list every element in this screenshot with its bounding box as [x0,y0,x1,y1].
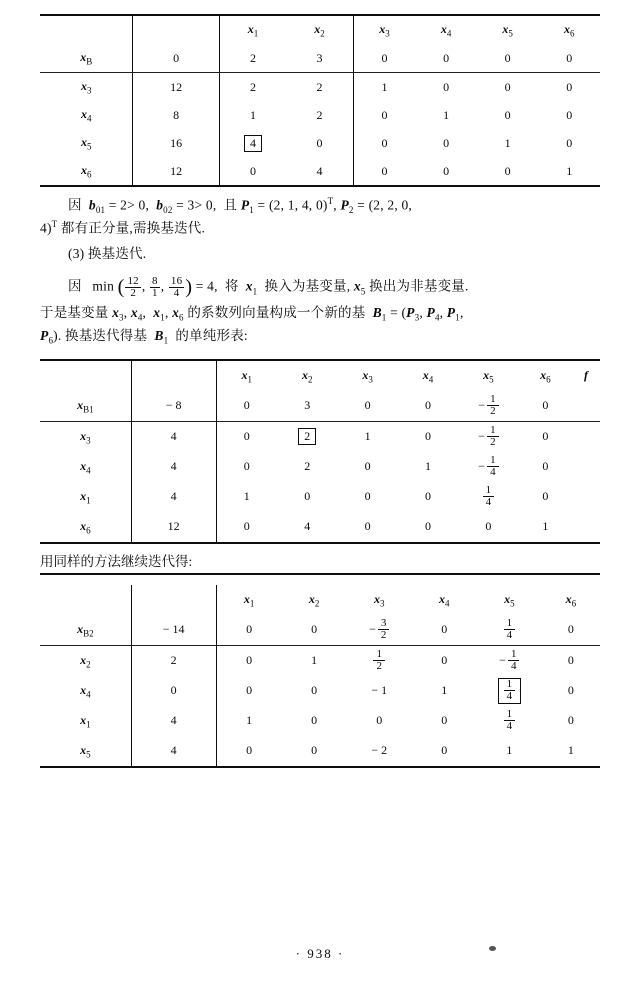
cell: 0 [504,79,511,94]
header-x5: $x_5$ [477,15,539,44]
table-row [40,706,600,736]
row-b: 12 [133,157,219,186]
header-x2: $x_2$ [286,15,353,44]
paragraph-min-ratio: 因 min ( $\frac{12}{2}$ , $\frac{8}{1}$ , $\frac{16}{4}$ ) = 4, 将 $x_1$ 换入为基变量, $x_5$ 换出为非基变量. 于是基变量 $x_3$, $x_4$, $x_1$, $x_6$ 的系数列向量构成一个新的基 $B_1 = (P_3$, $P_4$, $P_1$, $P_6$). 换基迭代得基 $B_1$ 的单纯形表: [40,274,469,346]
cell: 0 [542,429,549,444]
row-basis: $x_5$ [40,129,133,157]
header-x6: $x_6$ [538,15,600,44]
header-x5: $x_5$ [458,360,518,391]
cell [572,421,600,452]
cell: $\frac{1}{4}$ [477,615,542,646]
cell: 0 [567,713,574,728]
cell: 1 [311,653,318,668]
cell-pivot: 4 [219,129,286,157]
row-basis: $x_{B1}$ [40,391,131,422]
cell: − $\frac{1}{4}$ [458,452,518,482]
header-x5: $x_5$ [504,591,515,608]
cell: 0 [567,653,574,668]
header-x6: $x_6$ [519,360,572,391]
row-b: 4 [131,452,216,482]
table-row [40,615,600,646]
cell: 0 [337,391,397,422]
row-basis: $x_1$ [40,706,131,736]
cell: 4 [286,157,353,186]
cell: 0 [398,391,458,422]
table-header-row [40,360,600,391]
header-b [131,585,216,615]
table-row [40,129,600,157]
table-header-row [40,15,600,44]
header-x2: $x_2$ [308,591,320,608]
cell: 0 [381,107,388,122]
header-x4: $x_4$ [439,591,450,608]
table-row [40,512,600,543]
cell: 0 [246,653,253,668]
cell: 2 [286,73,353,102]
row-basis: $x_6$ [40,157,133,186]
cell: 0 [304,489,311,504]
cell: 1 [243,489,250,504]
cell: 0 [443,135,450,150]
cell [572,452,600,482]
cell: 0 [216,512,277,543]
cell: 1 [364,429,371,444]
cell: 0 [567,683,574,698]
cell: 1 [425,459,432,474]
header-basis [40,360,131,391]
cell: 0 [282,615,347,646]
row-b: 0 [133,44,219,73]
row-b: 4 [131,482,216,512]
cell: 1 [504,135,511,150]
table-row [40,676,600,706]
cell: 0 [311,683,318,698]
table-third-simplex [40,585,600,768]
row-basis: $x_5$ [40,736,131,767]
cell: 0 [441,653,448,668]
cell: 2 [286,101,353,129]
cell: 1 [381,79,388,94]
cell: 1 [250,107,257,122]
row-b: 16 [133,129,219,157]
cell: 0 [566,135,573,150]
cell: 0 [337,512,397,543]
cell: 0 [425,429,432,444]
row-b: 12 [133,73,219,102]
cell [572,482,600,512]
cell: − $\frac{3}{2}$ [347,615,412,646]
cell: 1 [443,107,450,122]
table-second-simplex [40,359,600,544]
header-x3: $x_3$ [373,591,385,608]
scan-artifact [489,946,496,951]
cell: 0 [566,79,573,94]
cell: 0 [443,79,450,94]
row-basis: $x_3$ [40,421,131,452]
paragraph-condition: 因 $b_{01} = 2> 0$, $b_{02} = 3> 0$, 且 $P_1 = (2$, 1, 4, 0)$^T$, $P_2 = (2$, 2, 0, 4)$^T$ 都有正分量,需换基迭代. [40,196,412,236]
cell: 1 [538,157,600,186]
row-b: 4 [131,706,216,736]
table-initial-simplex [40,14,600,187]
row-basis: $x_3$ [40,73,133,102]
cell: 0 [246,683,253,698]
cell: 1 [246,713,253,728]
table-row [40,157,600,186]
table-row [40,452,600,482]
cell: 0 [311,713,318,728]
cell: 1 [477,736,542,767]
table-row [40,482,600,512]
cell: 0 [566,107,573,122]
row-b: 4 [131,421,216,452]
cell: 0 [415,44,477,73]
cell: 0 [542,489,549,504]
cell: 3 [277,391,337,422]
row-b: 12 [131,512,216,543]
cell: − $\frac{1}{2}$ [458,421,518,452]
row-basis: $x_{B2}$ [40,615,131,646]
header-x1: $x_1$ [219,15,286,44]
row-basis: $x_6$ [40,512,131,543]
table-row [40,421,600,452]
cell-pivot: 2 [277,421,337,452]
cell: 0 [542,615,600,646]
cell: 0 [412,615,477,646]
cell: 0 [282,736,347,767]
cell: 1 [441,683,448,698]
table-row [40,101,600,129]
cell: 2 [250,79,257,94]
header-x1: $x_1$ [243,591,255,608]
cell: 0 [216,615,282,646]
cell [572,391,600,422]
row-b: 8 [133,101,219,129]
row-b: 2 [131,645,216,676]
header-basis [40,585,131,615]
cell: 2 [219,44,286,73]
table-row [40,44,600,73]
cell: 0 [381,135,388,150]
cell: − $\frac{1}{4}$ [477,645,542,676]
row-basis: $x_B$ [40,44,133,73]
cell: $\frac{1}{2}$ [347,645,412,676]
cell: 1 [542,736,600,767]
table-row [40,391,600,422]
cell: 0 [519,391,572,422]
cell: 0 [353,44,415,73]
cell: 4 [277,512,337,543]
cell: 0 [477,157,539,186]
cell: 2 [304,459,311,474]
cell: 0 [398,512,458,543]
cell: $\frac{1}{4}$ [477,706,542,736]
cell: 0 [219,157,286,186]
header-f: f [572,360,600,391]
header-x6: $x_6$ [565,591,577,608]
table-row [40,645,600,676]
row-b: 4 [131,736,216,767]
header-basis [40,15,133,44]
cell: 0 [542,459,549,474]
cell: $\frac{1}{4}$ [458,482,518,512]
row-basis: $x_4$ [40,101,133,129]
row-basis: $x_4$ [40,676,131,706]
table-row [40,736,600,767]
row-basis: $x_4$ [40,452,131,482]
cell: 1 [519,512,572,543]
cell: 0 [412,736,477,767]
cell: 0 [415,157,477,186]
continue-iteration-heading: 用同样的方法继续迭代得: [40,550,600,575]
page-number: · 938 · [295,946,345,961]
header-x3: $x_3$ [353,15,415,44]
cell: 0 [477,44,539,73]
header-x4: $x_4$ [398,360,458,391]
row-b: 0 [131,676,216,706]
cell: 0 [353,157,415,186]
row-b: − 8 [131,391,216,422]
cell: 0 [441,713,448,728]
row-basis: $x_1$ [40,482,131,512]
cell: − 2 [347,736,412,767]
cell: 0 [364,489,371,504]
cell: 0 [243,429,250,444]
cell: 0 [538,44,600,73]
cell: 3 [286,44,353,73]
cell: 0 [364,459,371,474]
row-b: − 14 [131,615,216,646]
header-b [133,15,219,44]
header-x2: $x_2$ [277,360,337,391]
cell: 0 [425,489,432,504]
paragraph-step3: (3) 换基迭代. [68,245,147,261]
row-basis: $x_2$ [40,645,131,676]
cell-pivot: $\frac{1}{4}$ [477,676,542,706]
cell: 0 [216,736,282,767]
cell: − 1 [371,683,388,698]
header-x1: $x_1$ [216,360,277,391]
header-x4: $x_4$ [415,15,477,44]
cell: 0 [286,129,353,157]
header-b [131,360,216,391]
cell [572,512,600,543]
cell: 0 [243,459,250,474]
cell: 0 [458,512,518,543]
cell: 0 [504,107,511,122]
header-x3: $x_3$ [337,360,397,391]
cell: 0 [216,391,277,422]
table-header-row [40,585,600,615]
cell: − $\frac{1}{2}$ [458,391,518,422]
table-row [40,73,600,102]
cell: 0 [376,713,383,728]
